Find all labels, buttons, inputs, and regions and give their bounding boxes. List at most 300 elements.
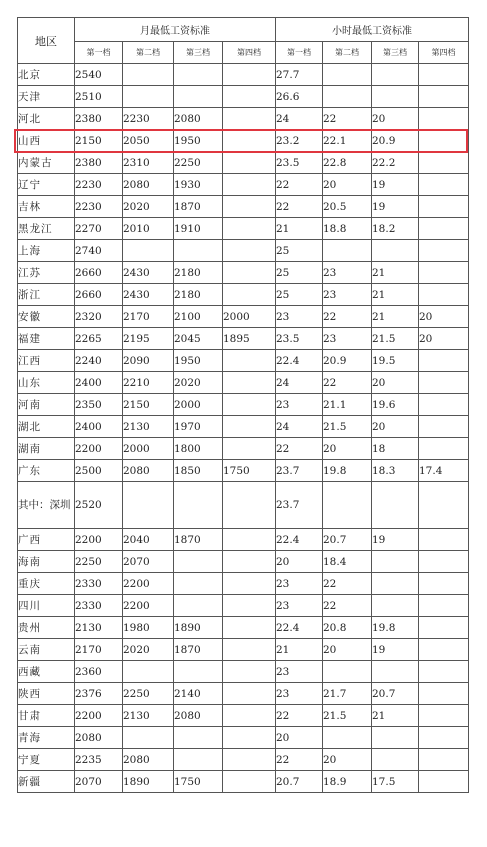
monthly-tier-4-cell — [223, 683, 276, 705]
table-row — [18, 416, 469, 438]
monthly-tier-4-cell — [223, 240, 276, 262]
region-name-cell: 浙江 — [18, 284, 75, 306]
monthly-tier-4-cell — [223, 551, 276, 573]
monthly-tier-3-cell: 1950 — [174, 130, 223, 152]
monthly-tier-2-cell: 2130 — [123, 705, 174, 727]
monthly-tier-4-cell — [223, 350, 276, 372]
monthly-tier-3-cell: 2100 — [174, 306, 223, 328]
hourly-tier-3-cell: 22.2 — [372, 152, 419, 174]
table-row — [18, 749, 469, 771]
hourly-tier-3-cell — [372, 727, 419, 749]
table-row — [18, 551, 469, 573]
monthly-tier-4-cell — [223, 64, 276, 86]
hourly-tier-2-cell: 20.5 — [323, 196, 372, 218]
monthly-tier-2-cell: 1980 — [123, 617, 174, 639]
monthly-tier-2-cell: 2010 — [123, 218, 174, 240]
monthly-tier-3-cell: 2250 — [174, 152, 223, 174]
region-name-cell: 青海 — [18, 727, 75, 749]
hourly-tier-3-cell: 20 — [372, 372, 419, 394]
hourly-tier-4-cell — [419, 683, 469, 705]
hourly-tier-1-cell: 22.4 — [276, 617, 323, 639]
region-name-cell: 宁夏 — [18, 749, 75, 771]
monthly-tier-3-cell: 2080 — [174, 108, 223, 130]
monthly-tier-1-cell: 2400 — [75, 372, 123, 394]
hourly-tier-3-cell: 18 — [372, 438, 419, 460]
monthly-tier-2-cell — [123, 240, 174, 262]
monthly-tier-4-cell — [223, 416, 276, 438]
monthly-tier-4-cell — [223, 438, 276, 460]
hourly-tier-3-cell: 18.3 — [372, 460, 419, 482]
monthly-tier-4-cell — [223, 661, 276, 683]
hourly-tier-4-cell — [419, 174, 469, 196]
monthly-tier-3-cell: 2020 — [174, 372, 223, 394]
monthly-tier-3-cell: 2045 — [174, 328, 223, 350]
monthly-tier-1-cell: 2380 — [75, 152, 123, 174]
monthly-tier-4-cell — [223, 573, 276, 595]
hourly-tier-4-cell — [419, 284, 469, 306]
hourly-tier-2-cell: 18.8 — [323, 218, 372, 240]
monthly-tier-2-cell: 2050 — [123, 130, 174, 152]
monthly-tier-3-cell: 2180 — [174, 262, 223, 284]
monthly-tier-3-cell: 2180 — [174, 284, 223, 306]
monthly-tier-1-cell: 2510 — [75, 86, 123, 108]
monthly-tier-4-cell — [223, 108, 276, 130]
monthly-tier-3-header: 第三档 — [174, 42, 223, 64]
monthly-tier-4-cell — [223, 262, 276, 284]
monthly-tier-3-cell: 1870 — [174, 639, 223, 661]
monthly-tier-1-cell: 2200 — [75, 438, 123, 460]
hourly-tier-4-cell — [419, 130, 469, 152]
hourly-tier-1-cell: 26.6 — [276, 86, 323, 108]
table-row — [18, 661, 469, 683]
hourly-tier-3-cell — [372, 573, 419, 595]
hourly-tier-4-cell — [419, 438, 469, 460]
region-name-cell: 吉林 — [18, 196, 75, 218]
hourly-tier-1-cell: 25 — [276, 284, 323, 306]
hourly-tier-3-cell: 21 — [372, 705, 419, 727]
hourly-tier-2-header: 第二档 — [323, 42, 372, 64]
hourly-tier-4-cell — [419, 64, 469, 86]
monthly-tier-1-cell: 2520 — [75, 482, 123, 529]
hourly-tier-1-cell: 21 — [276, 218, 323, 240]
region-name-cell: 湖北 — [18, 416, 75, 438]
hourly-tier-2-cell: 22.1 — [323, 130, 372, 152]
monthly-tier-3-cell: 1910 — [174, 218, 223, 240]
hourly-tier-4-cell — [419, 416, 469, 438]
hourly-tier-4-cell — [419, 240, 469, 262]
hourly-tier-1-cell: 23.7 — [276, 460, 323, 482]
monthly-tier-3-cell: 2140 — [174, 683, 223, 705]
hourly-tier-4-cell — [419, 394, 469, 416]
region-name-cell: 安徽 — [18, 306, 75, 328]
region-name-cell: 四川 — [18, 595, 75, 617]
monthly-tier-1-cell: 2380 — [75, 108, 123, 130]
monthly-tier-1-header: 第一档 — [75, 42, 123, 64]
hourly-tier-1-cell: 23 — [276, 683, 323, 705]
monthly-tier-3-cell: 1930 — [174, 174, 223, 196]
hourly-tier-1-cell: 24 — [276, 108, 323, 130]
region-name-cell: 广西 — [18, 529, 75, 551]
hourly-tier-3-cell: 20 — [372, 108, 419, 130]
hourly-tier-3-cell — [372, 749, 419, 771]
monthly-tier-2-cell: 2020 — [123, 196, 174, 218]
hourly-tier-3-cell: 20.9 — [372, 130, 419, 152]
region-name-cell: 广东 — [18, 460, 75, 482]
hourly-tier-3-cell: 19 — [372, 196, 419, 218]
table-row — [18, 284, 469, 306]
hourly-tier-2-cell: 22 — [323, 306, 372, 328]
monthly-tier-3-cell — [174, 482, 223, 529]
monthly-tier-2-cell — [123, 64, 174, 86]
hourly-tier-3-header: 第三档 — [372, 42, 419, 64]
table-row — [18, 372, 469, 394]
monthly-tier-2-cell: 2250 — [123, 683, 174, 705]
monthly-tier-1-cell: 2320 — [75, 306, 123, 328]
hourly-tier-1-cell: 20 — [276, 551, 323, 573]
hourly-tier-2-cell: 23 — [323, 328, 372, 350]
region-name-cell: 福建 — [18, 328, 75, 350]
monthly-tier-4-cell — [223, 595, 276, 617]
hourly-tier-1-cell: 25 — [276, 240, 323, 262]
monthly-tier-4-cell — [223, 152, 276, 174]
table-row — [18, 438, 469, 460]
hourly-tier-2-cell: 22 — [323, 573, 372, 595]
monthly-tier-3-cell: 2000 — [174, 394, 223, 416]
monthly-tier-1-cell: 2400 — [75, 416, 123, 438]
hourly-tier-4-cell — [419, 262, 469, 284]
region-name-cell: 河南 — [18, 394, 75, 416]
hourly-tier-1-cell: 22 — [276, 749, 323, 771]
monthly-tier-3-cell — [174, 595, 223, 617]
hourly-tier-4-cell — [419, 573, 469, 595]
region-name-cell: 重庆 — [18, 573, 75, 595]
region-header: 地区 — [18, 18, 75, 64]
region-name-cell: 上海 — [18, 240, 75, 262]
table-row — [18, 727, 469, 749]
table-row — [18, 262, 469, 284]
monthly-tier-4-cell — [223, 284, 276, 306]
hourly-tier-3-cell: 19 — [372, 174, 419, 196]
monthly-tier-2-cell: 2080 — [123, 749, 174, 771]
hourly-tier-1-cell: 23 — [276, 661, 323, 683]
monthly-tier-4-cell — [223, 771, 276, 793]
monthly-tier-3-cell: 1950 — [174, 350, 223, 372]
region-name-cell: 内蒙古 — [18, 152, 75, 174]
hourly-tier-2-cell: 20.9 — [323, 350, 372, 372]
monthly-tier-2-cell — [123, 482, 174, 529]
table-row — [18, 705, 469, 727]
table-row — [18, 218, 469, 240]
hourly-tier-3-cell: 20 — [372, 416, 419, 438]
monthly-tier-4-cell — [223, 196, 276, 218]
hourly-tier-1-cell: 24 — [276, 416, 323, 438]
region-name-cell: 甘肃 — [18, 705, 75, 727]
monthly-tier-2-cell: 2430 — [123, 262, 174, 284]
monthly-tier-4-cell — [223, 529, 276, 551]
monthly-tier-3-cell: 1870 — [174, 529, 223, 551]
monthly-tier-2-cell: 2230 — [123, 108, 174, 130]
hourly-tier-4-cell — [419, 86, 469, 108]
hourly-tier-4-cell — [419, 372, 469, 394]
hourly-tier-3-cell: 19.8 — [372, 617, 419, 639]
monthly-tier-2-header: 第二档 — [123, 42, 174, 64]
monthly-tier-3-cell: 1870 — [174, 196, 223, 218]
monthly-tier-4-cell — [223, 749, 276, 771]
table-row — [18, 86, 469, 108]
monthly-tier-2-cell: 2310 — [123, 152, 174, 174]
hourly-tier-4-cell: 20 — [419, 328, 469, 350]
monthly-tier-4-cell — [223, 86, 276, 108]
monthly-tier-1-cell: 2150 — [75, 130, 123, 152]
table-row — [18, 394, 469, 416]
monthly-tier-3-cell — [174, 240, 223, 262]
hourly-tier-1-cell: 22 — [276, 705, 323, 727]
monthly-tier-1-cell: 2230 — [75, 196, 123, 218]
monthly-tier-1-cell: 2500 — [75, 460, 123, 482]
hourly-tier-2-cell: 21.5 — [323, 705, 372, 727]
monthly-tier-2-cell: 2080 — [123, 174, 174, 196]
hourly-tier-1-cell: 20.7 — [276, 771, 323, 793]
minimum-wage-table — [17, 17, 469, 793]
monthly-tier-1-cell: 2660 — [75, 284, 123, 306]
monthly-tier-1-cell: 2080 — [75, 727, 123, 749]
hourly-tier-3-cell: 19.6 — [372, 394, 419, 416]
hourly-tier-2-cell: 22 — [323, 595, 372, 617]
monthly-tier-4-cell — [223, 372, 276, 394]
hourly-tier-1-cell: 22 — [276, 438, 323, 460]
hourly-tier-4-cell — [419, 595, 469, 617]
hourly-tier-4-cell — [419, 529, 469, 551]
table-row — [18, 328, 469, 350]
hourly-tier-3-cell: 21.5 — [372, 328, 419, 350]
hourly-tier-2-cell — [323, 86, 372, 108]
hourly-tier-3-cell: 20.7 — [372, 683, 419, 705]
hourly-tier-1-cell: 23.5 — [276, 328, 323, 350]
hourly-tier-2-cell: 20 — [323, 174, 372, 196]
monthly-tier-3-cell — [174, 727, 223, 749]
hourly-tier-4-cell — [419, 196, 469, 218]
monthly-tier-3-cell: 2080 — [174, 705, 223, 727]
monthly-tier-2-cell: 2200 — [123, 595, 174, 617]
hourly-tier-1-cell: 23.7 — [276, 482, 323, 529]
monthly-tier-4-cell: 2000 — [223, 306, 276, 328]
hourly-tier-2-cell: 18.9 — [323, 771, 372, 793]
hourly-tier-3-cell: 21 — [372, 262, 419, 284]
hourly-tier-1-cell: 25 — [276, 262, 323, 284]
monthly-tier-1-cell: 2170 — [75, 639, 123, 661]
monthly-tier-2-cell — [123, 727, 174, 749]
region-name-cell: 河北 — [18, 108, 75, 130]
hourly-tier-3-cell — [372, 240, 419, 262]
hourly-tier-2-cell: 21.7 — [323, 683, 372, 705]
monthly-tier-2-cell: 1890 — [123, 771, 174, 793]
monthly-tier-1-cell: 2330 — [75, 595, 123, 617]
table-row — [18, 771, 469, 793]
region-name-cell: 海南 — [18, 551, 75, 573]
monthly-tier-1-cell: 2230 — [75, 174, 123, 196]
hourly-tier-3-cell — [372, 64, 419, 86]
table-row — [18, 152, 469, 174]
monthly-tier-2-cell: 2070 — [123, 551, 174, 573]
table-row — [18, 639, 469, 661]
monthly-tier-3-cell — [174, 749, 223, 771]
table-row — [18, 174, 469, 196]
monthly-tier-2-cell: 2080 — [123, 460, 174, 482]
monthly-tier-3-cell: 1890 — [174, 617, 223, 639]
monthly-tier-2-cell: 2000 — [123, 438, 174, 460]
region-name-cell: 江苏 — [18, 262, 75, 284]
hourly-tier-1-cell: 22.4 — [276, 350, 323, 372]
hourly-tier-2-cell: 22.8 — [323, 152, 372, 174]
region-name-cell: 天津 — [18, 86, 75, 108]
monthly-tier-2-cell: 2130 — [123, 416, 174, 438]
hourly-tier-2-cell — [323, 64, 372, 86]
hourly-tier-3-cell — [372, 595, 419, 617]
hourly-tier-3-cell: 21 — [372, 306, 419, 328]
region-name-cell: 新疆 — [18, 771, 75, 793]
region-name-cell: 北京 — [18, 64, 75, 86]
hourly-tier-2-cell: 19.8 — [323, 460, 372, 482]
hourly-tier-3-cell — [372, 86, 419, 108]
monthly-tier-1-cell: 2200 — [75, 529, 123, 551]
hourly-tier-2-cell: 22 — [323, 372, 372, 394]
monthly-tier-4-cell — [223, 639, 276, 661]
hourly-tier-2-cell: 23 — [323, 284, 372, 306]
table-row — [18, 460, 469, 482]
monthly-tier-3-cell — [174, 551, 223, 573]
hourly-tier-4-cell — [419, 639, 469, 661]
hourly-tier-4-cell — [419, 482, 469, 529]
hourly-tier-4-cell — [419, 218, 469, 240]
monthly-tier-2-cell — [123, 661, 174, 683]
monthly-tier-3-cell — [174, 661, 223, 683]
monthly-tier-2-cell: 2200 — [123, 573, 174, 595]
monthly-tier-1-cell: 2740 — [75, 240, 123, 262]
hourly-tier-3-cell: 19.5 — [372, 350, 419, 372]
region-name-cell: 西藏 — [18, 661, 75, 683]
monthly-tier-1-cell: 2660 — [75, 262, 123, 284]
monthly-tier-3-cell — [174, 86, 223, 108]
hourly-tier-4-cell — [419, 705, 469, 727]
monthly-tier-2-cell: 2430 — [123, 284, 174, 306]
hourly-tier-2-cell: 20.7 — [323, 529, 372, 551]
hourly-tier-2-cell: 20.8 — [323, 617, 372, 639]
monthly-tier-1-cell: 2265 — [75, 328, 123, 350]
hourly-tier-2-cell: 21.1 — [323, 394, 372, 416]
table-row — [18, 130, 469, 152]
hourly-tier-2-cell: 22 — [323, 108, 372, 130]
monthly-tier-2-cell: 2090 — [123, 350, 174, 372]
table-row — [18, 196, 469, 218]
hourly-tier-4-cell — [419, 727, 469, 749]
monthly-tier-2-cell: 2040 — [123, 529, 174, 551]
monthly-tier-1-cell: 2240 — [75, 350, 123, 372]
monthly-tier-1-cell: 2360 — [75, 661, 123, 683]
hourly-tier-2-cell — [323, 661, 372, 683]
hourly-tier-4-cell — [419, 749, 469, 771]
hourly-tier-3-cell: 17.5 — [372, 771, 419, 793]
hourly-tier-4-cell — [419, 551, 469, 573]
hourly-tier-4-cell — [419, 350, 469, 372]
monthly-tier-3-cell — [174, 64, 223, 86]
monthly-tier-1-cell: 2200 — [75, 705, 123, 727]
hourly-tier-4-cell: 20 — [419, 306, 469, 328]
table-row — [18, 617, 469, 639]
hourly-tier-3-cell — [372, 482, 419, 529]
region-name-cell: 山西 — [18, 130, 75, 152]
hourly-tier-1-cell: 22.4 — [276, 529, 323, 551]
hourly-tier-1-cell: 23 — [276, 595, 323, 617]
hourly-tier-1-cell: 27.7 — [276, 64, 323, 86]
monthly-tier-1-cell: 2540 — [75, 64, 123, 86]
monthly-tier-1-cell: 2376 — [75, 683, 123, 705]
hourly-tier-4-cell — [419, 661, 469, 683]
region-name-cell: 其中：深圳 — [18, 482, 75, 529]
monthly-tier-2-cell: 2195 — [123, 328, 174, 350]
monthly-tier-4-cell: 1895 — [223, 328, 276, 350]
hourly-tier-1-cell: 23 — [276, 394, 323, 416]
table-row — [18, 683, 469, 705]
hourly-tier-3-cell: 21 — [372, 284, 419, 306]
hourly-tier-3-cell — [372, 551, 419, 573]
hourly-tier-2-cell: 20 — [323, 639, 372, 661]
hourly-tier-1-cell: 21 — [276, 639, 323, 661]
table-row — [18, 108, 469, 130]
region-name-cell: 陕西 — [18, 683, 75, 705]
hourly-tier-1-cell: 23.2 — [276, 130, 323, 152]
hourly-tier-2-cell: 23 — [323, 262, 372, 284]
hourly-tier-1-cell: 23 — [276, 306, 323, 328]
hourly-tier-1-cell: 20 — [276, 727, 323, 749]
hourly-tier-4-cell — [419, 152, 469, 174]
region-name-cell: 山东 — [18, 372, 75, 394]
monthly-wage-header: 月最低工资标准 — [75, 18, 276, 42]
region-name-cell: 云南 — [18, 639, 75, 661]
hourly-wage-header: 小时最低工资标准 — [276, 18, 469, 42]
hourly-tier-4-cell — [419, 617, 469, 639]
hourly-tier-1-cell: 23.5 — [276, 152, 323, 174]
hourly-tier-3-cell — [372, 661, 419, 683]
hourly-tier-2-cell: 20 — [323, 438, 372, 460]
hourly-tier-4-cell — [419, 771, 469, 793]
monthly-tier-4-cell — [223, 482, 276, 529]
region-name-cell: 辽宁 — [18, 174, 75, 196]
monthly-tier-3-cell — [174, 573, 223, 595]
hourly-tier-1-cell: 22 — [276, 174, 323, 196]
monthly-tier-4-cell — [223, 174, 276, 196]
monthly-tier-1-cell: 2250 — [75, 551, 123, 573]
hourly-tier-2-cell: 21.5 — [323, 416, 372, 438]
monthly-tier-3-cell: 1750 — [174, 771, 223, 793]
table-row — [18, 240, 469, 262]
monthly-tier-3-cell: 1800 — [174, 438, 223, 460]
hourly-tier-2-cell: 18.4 — [323, 551, 372, 573]
monthly-tier-2-cell — [123, 86, 174, 108]
monthly-tier-1-cell: 2070 — [75, 771, 123, 793]
hourly-tier-1-cell: 23 — [276, 573, 323, 595]
monthly-tier-1-cell: 2350 — [75, 394, 123, 416]
region-name-cell: 贵州 — [18, 617, 75, 639]
monthly-tier-2-cell: 2210 — [123, 372, 174, 394]
table-row — [18, 306, 469, 328]
hourly-tier-1-header: 第一档 — [276, 42, 323, 64]
table-row — [18, 573, 469, 595]
monthly-tier-3-cell: 1850 — [174, 460, 223, 482]
hourly-tier-4-cell — [419, 108, 469, 130]
table-row — [18, 482, 469, 529]
monthly-tier-4-cell: 1750 — [223, 460, 276, 482]
monthly-tier-4-cell — [223, 130, 276, 152]
